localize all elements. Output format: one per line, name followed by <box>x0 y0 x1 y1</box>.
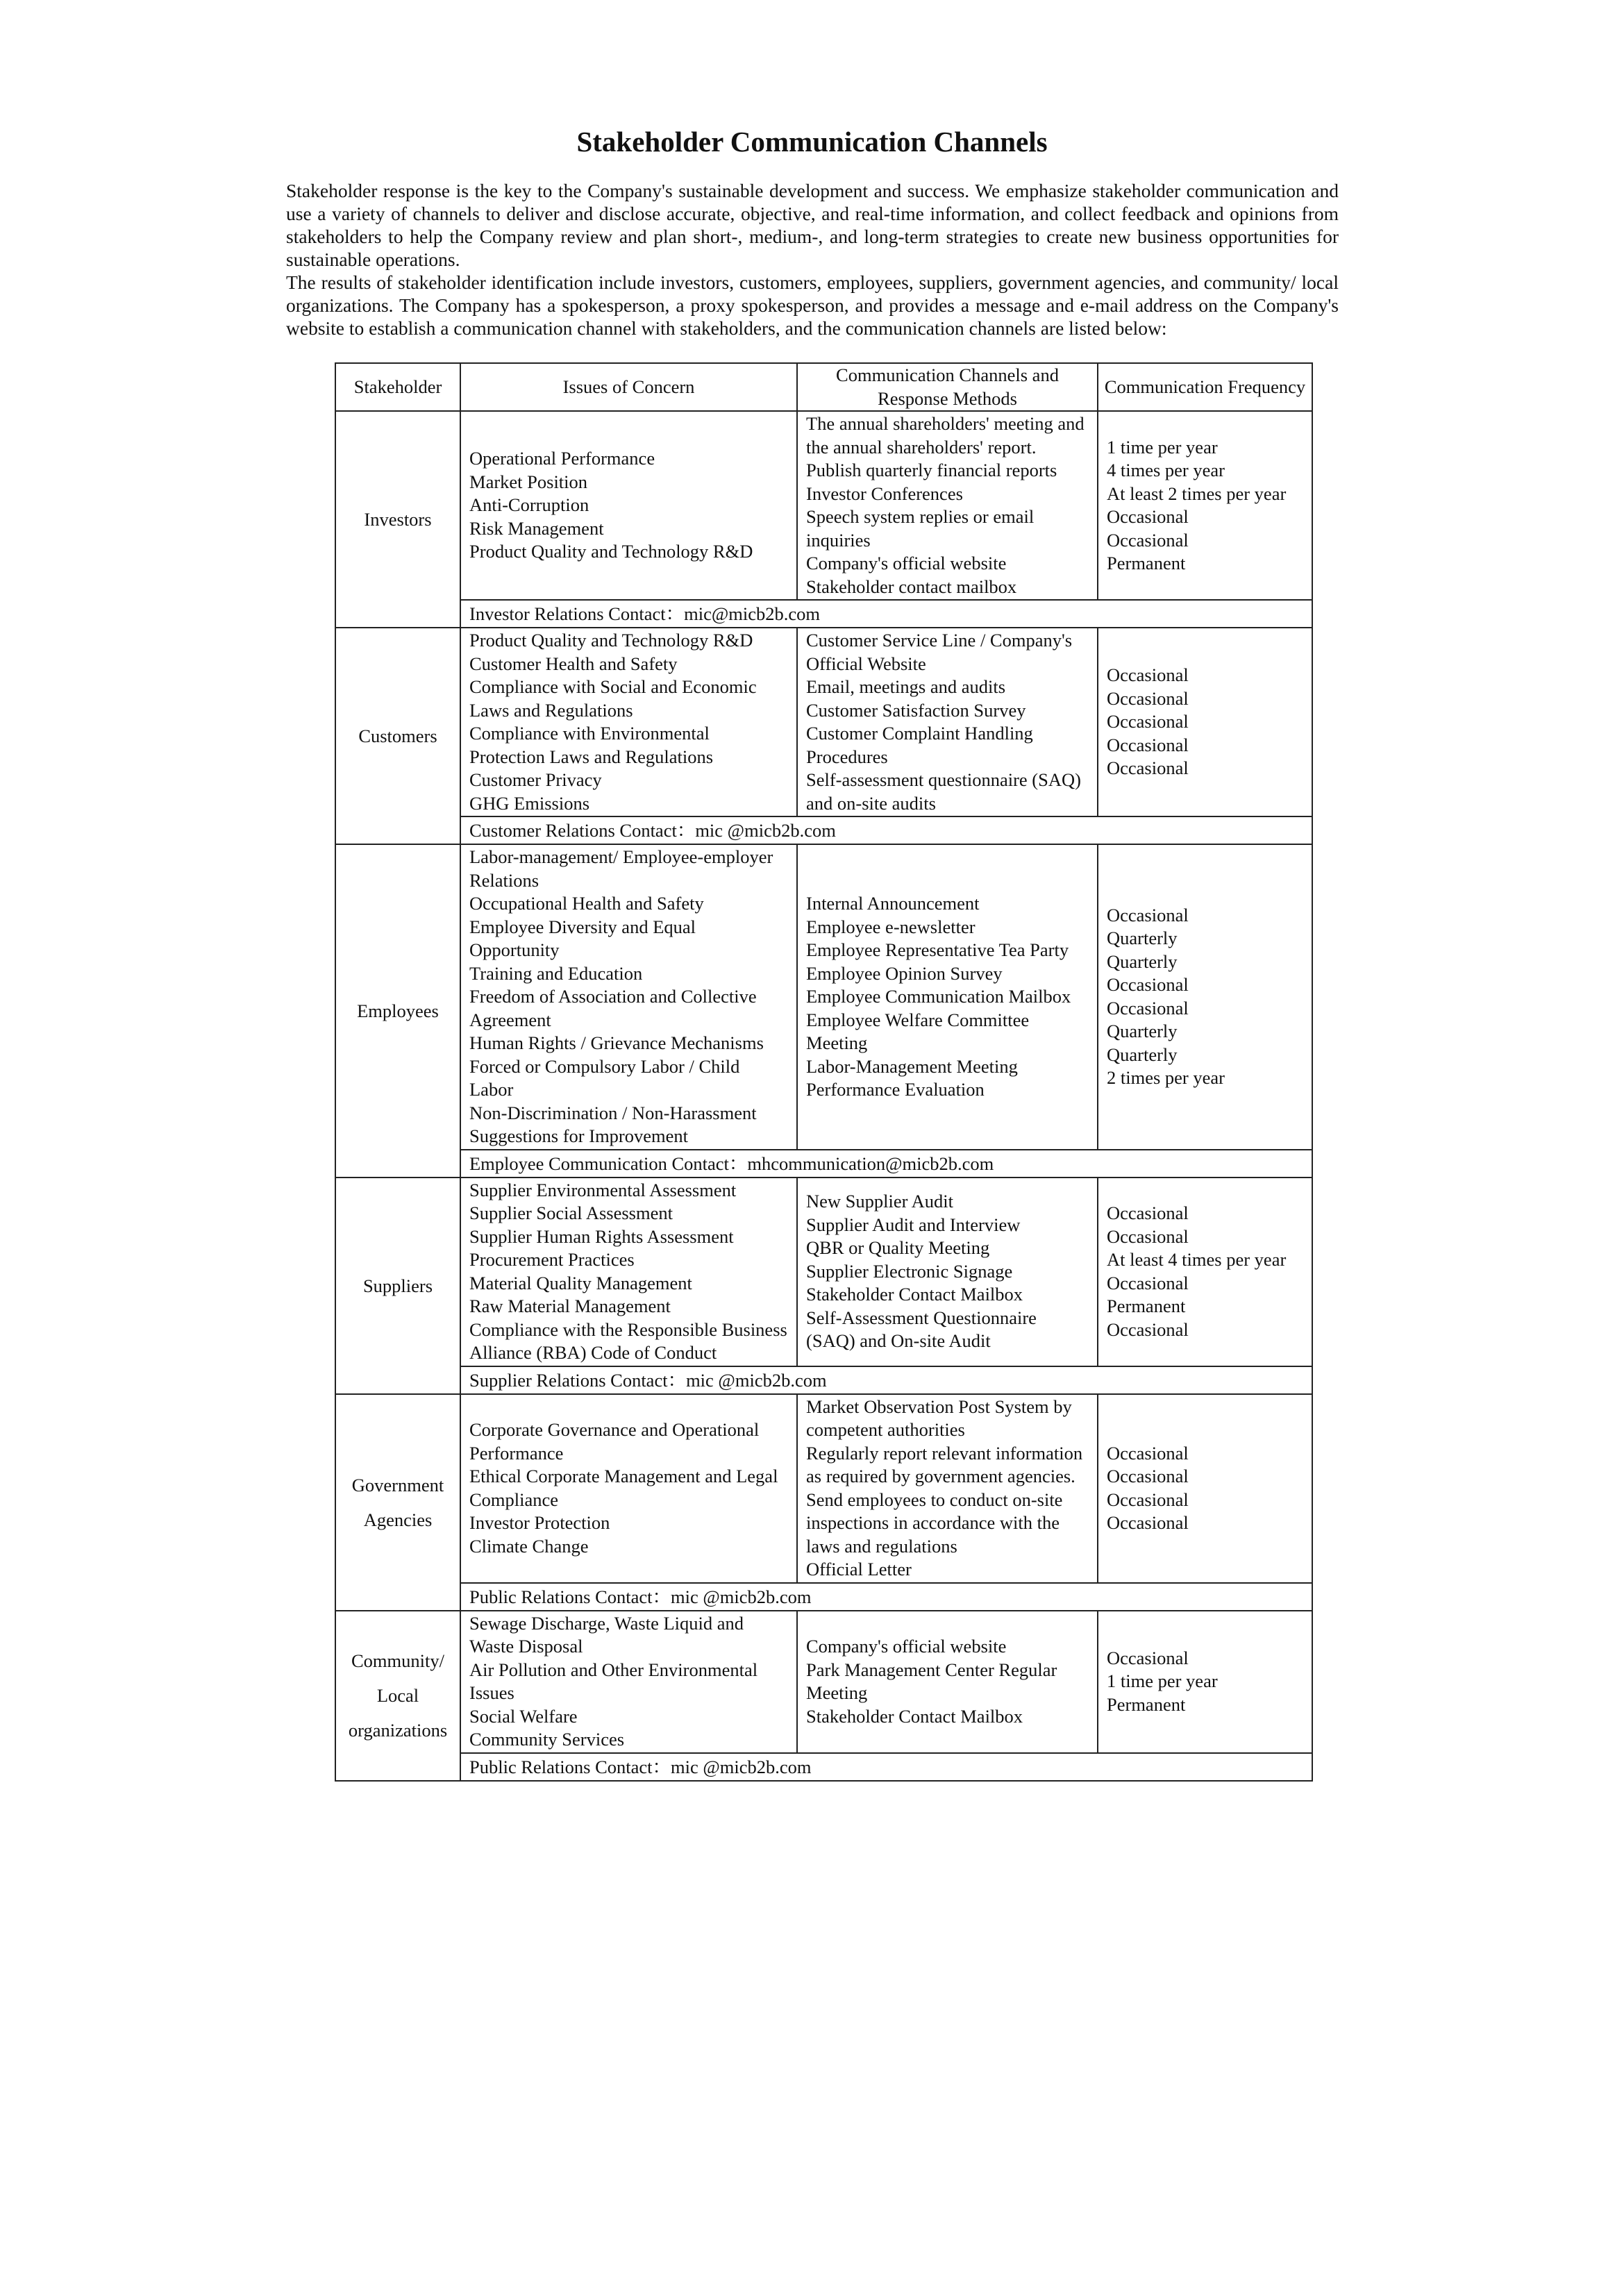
contact-cell: Public Relations Contact：mic @micb2b.com <box>460 1753 1312 1781</box>
issue-item: Training and Education <box>469 962 643 984</box>
issue-item: Occupational Health and Safety <box>469 893 704 914</box>
channel-item: Supplier Electronic Signage <box>806 1260 1013 1282</box>
frequency-item: Occasional <box>1107 734 1189 755</box>
frequency-item: Occasional <box>1107 687 1189 709</box>
channel-item: Employee Welfare Committee Meeting <box>806 1009 1030 1053</box>
channel-item: Customer Satisfaction Survey <box>806 699 1026 721</box>
channels-cell <box>797 1394 1098 1583</box>
page-title: Stakeholder Communication Channels <box>576 126 1048 158</box>
issue-item: Procurement Practices <box>469 1249 635 1270</box>
channel-item: Customer Complaint Handling Procedures <box>806 723 1033 767</box>
issue-item: Community Services <box>469 1729 625 1750</box>
issue-item: Operational Performance <box>469 448 655 469</box>
issue-item: Compliance with Social and Economic Laws and Regulations <box>469 676 757 721</box>
issue-item: Suggestions for Improvement <box>469 1125 689 1146</box>
issue-item: Anti-Corruption <box>469 494 589 516</box>
issue-item: Market Position <box>469 471 588 492</box>
issue-item: Customer Privacy <box>469 769 602 790</box>
issue-item: Compliance with the Responsible Business Alliance (RBA) Code of Conduct <box>469 1318 787 1363</box>
header-channels: Communication Channels and Response Methods <box>797 363 1098 411</box>
frequency-cell <box>1098 411 1312 600</box>
stakeholder-cell: Community/ Local organizations <box>335 1611 460 1781</box>
issue-item: GHG Emissions <box>469 792 590 814</box>
frequency-item: Occasional <box>1107 757 1189 779</box>
channels-cell <box>797 411 1098 600</box>
frequency-item: Occasional <box>1107 904 1189 925</box>
table-row <box>335 1394 1312 1583</box>
frequency-item: Occasional <box>1107 1203 1189 1223</box>
issue-item: Supplier Environmental Assessment <box>469 1179 737 1200</box>
channel-item: Company's official website <box>806 1636 1007 1657</box>
frequency-item: 2 times per year <box>1107 1067 1225 1089</box>
table-row <box>335 1611 1312 1753</box>
frequency-item: Quarterly <box>1107 1021 1178 1042</box>
channel-item: Publish quarterly financial reports <box>806 460 1057 480</box>
channel-item: Employee Opinion Survey <box>806 962 1003 984</box>
channel-item: Stakeholder contact mailbox <box>806 576 1017 597</box>
frequency-item: Occasional <box>1107 664 1189 686</box>
frequency-item: Occasional <box>1107 506 1189 527</box>
channel-item: Stakeholder Contact Mailbox <box>806 1284 1023 1305</box>
contact-cell: Employee Communication Contact：mhcommunication@micb2b.com <box>460 1150 1312 1178</box>
header-frequency: Communication Frequency <box>1098 363 1312 411</box>
channel-item: QBR or Quality Meeting <box>806 1237 990 1259</box>
table-row <box>335 844 1312 1150</box>
channel-item: Company's official website <box>806 553 1007 573</box>
contact-cell: Customer Relations Contact：mic @micb2b.com <box>460 816 1312 844</box>
intro-paragraph: The results of stakeholder identification include investors, customers, employees, suppliers, government agencies, and community/ local organizations. The Company has a spokesperson, a proxy spokesperson, and provides a message and e-mail address on the Company's website to establish a communication channel with stakeholders, and the communication channels are listed below: <box>286 271 1339 339</box>
issue-item: Human Rights / Grievance Mechanisms <box>469 1032 764 1053</box>
issue-item: Freedom of Association and Collective Agreement <box>469 986 757 1030</box>
issue-item: Product Quality and Technology R&D <box>469 630 753 651</box>
frequency-cell <box>1098 1611 1312 1753</box>
issue-item: Material Quality Management <box>469 1272 692 1293</box>
table-row <box>335 411 1312 600</box>
channel-item: Email, meetings and audits <box>806 676 1006 697</box>
issues-cell <box>460 1611 797 1753</box>
channel-item: Stakeholder Contact Mailbox <box>806 1705 1023 1727</box>
channels-cell <box>797 628 1098 816</box>
frequency-cell <box>1098 628 1312 816</box>
frequency-item: Quarterly <box>1107 1044 1178 1065</box>
issues-cell <box>460 1178 797 1366</box>
channel-item: Labor-Management Meeting <box>806 1055 1018 1077</box>
channel-item: Employee Communication Mailbox <box>806 986 1071 1007</box>
channels-cell <box>797 1611 1098 1753</box>
issue-item: Risk Management <box>469 517 604 539</box>
header-issues: Issues of Concern <box>460 363 797 411</box>
issue-item: Ethical Corporate Management and Legal Compliance <box>469 1466 778 1510</box>
contact-row <box>335 816 1312 844</box>
frequency-item: At least 4 times per year <box>1107 1249 1287 1270</box>
frequency-item: Occasional <box>1107 1489 1189 1510</box>
table-header-row <box>335 363 1312 411</box>
issues-cell <box>460 844 797 1150</box>
channel-item: Market Observation Post System by competent authorities <box>806 1396 1072 1440</box>
frequency-item: Occasional <box>1107 529 1189 551</box>
channel-item: Supplier Audit and Interview <box>806 1214 1021 1235</box>
table-row <box>335 1178 1312 1366</box>
frequency-item: Occasional <box>1107 711 1189 732</box>
contact-row <box>335 1753 1312 1781</box>
issues-cell <box>460 411 797 600</box>
frequency-cell <box>1098 1178 1312 1366</box>
issues-cell <box>460 1394 797 1583</box>
channel-item: Official Letter <box>806 1559 912 1579</box>
issue-item: Sewage Discharge, Waste Liquid and Waste Disposal <box>469 1612 744 1657</box>
channels-cell <box>797 844 1098 1150</box>
channel-item: Employee Representative Tea Party <box>806 939 1069 960</box>
issue-item: Supplier Human Rights Assessment <box>469 1225 734 1247</box>
contact-row <box>335 600 1312 628</box>
issues-cell <box>460 628 797 816</box>
contact-cell: Investor Relations Contact：mic@micb2b.com <box>460 600 1312 628</box>
frequency-item: At least 2 times per year <box>1107 483 1287 504</box>
frequency-item: Occasional <box>1107 974 1189 996</box>
contact-cell: Public Relations Contact：mic @micb2b.com <box>460 1583 1312 1611</box>
frequency-item: Occasional <box>1107 1272 1189 1293</box>
stakeholder-cell: Suppliers <box>335 1178 460 1394</box>
frequency-item: Quarterly <box>1107 950 1178 972</box>
intro-text <box>286 179 1339 340</box>
issue-item: Compliance with Environmental Protection Laws and Regulations <box>469 723 714 767</box>
issue-item: Non-Discrimination / Non-Harassment <box>469 1102 757 1123</box>
channel-item: New Supplier Audit <box>806 1191 953 1212</box>
channel-item: Self-assessment questionnaire (SAQ) and on-site audits <box>806 769 1081 814</box>
issue-item: Air Pollution and Other Environmental Issues <box>469 1659 758 1703</box>
contact-cell: Supplier Relations Contact：mic @micb2b.com <box>460 1366 1312 1394</box>
frequency-item: Occasional <box>1107 1512 1189 1533</box>
issue-item: Social Welfare <box>469 1705 578 1727</box>
stakeholder-cell: Customers <box>335 628 460 844</box>
frequency-item: Permanent <box>1107 1693 1186 1715</box>
frequency-item: 1 time per year <box>1107 1670 1218 1692</box>
stakeholder-cell: Government Agencies <box>335 1394 460 1611</box>
frequency-item: Occasional <box>1107 1318 1189 1340</box>
channel-item: Employee e-newsletter <box>806 916 976 937</box>
frequency-item: 4 times per year <box>1107 460 1225 480</box>
frequency-cell <box>1098 1394 1312 1583</box>
frequency-item: Occasional <box>1107 1225 1189 1247</box>
channel-item: Park Management Center Regular Meeting <box>806 1659 1057 1703</box>
issue-item: Investor Protection <box>469 1512 610 1533</box>
channel-item: Speech system replies or email inquiries <box>806 506 1035 551</box>
stakeholder-cell: Investors <box>335 411 460 628</box>
channels-cell <box>797 1178 1098 1366</box>
channel-item: Internal Announcement <box>806 893 980 914</box>
frequency-item: Occasional <box>1107 1647 1189 1668</box>
issue-item: Forced or Compulsory Labor / Child Labor <box>469 1055 740 1100</box>
header-stakeholder: Stakeholder <box>335 363 460 411</box>
intro-paragraph: Stakeholder response is the key to the Company's sustainable development and success. We emphasize stakeholder communication and use a variety of channels to deliver and disclose accurate, objective, and real-time information, and collect feedback and opinions from stakeholders to help the Company review and plan short-, medium-, and long-term strategies to create new business opportunities for sustainable operations. <box>286 180 1339 270</box>
channel-item: Self-Assessment Questionnaire (SAQ) and On-site Audit <box>806 1307 1037 1352</box>
issue-item: Corporate Governance and Operational Performance <box>469 1419 760 1464</box>
frequency-item: Occasional <box>1107 997 1189 1019</box>
contact-row <box>335 1366 1312 1394</box>
issue-item: Climate Change <box>469 1535 589 1557</box>
frequency-item: Occasional <box>1107 1442 1189 1464</box>
issue-item: Raw Material Management <box>469 1296 671 1316</box>
table-row <box>335 628 1312 816</box>
issue-item: Supplier Social Assessment <box>469 1203 673 1223</box>
issue-item: Labor-management/ Employee-employer Relations <box>469 846 773 891</box>
channel-item: Regularly report relevant information as required by government agencies. <box>806 1442 1083 1486</box>
frequency-item: Permanent <box>1107 1296 1186 1316</box>
channel-item: Performance Evaluation <box>806 1079 985 1100</box>
issue-item: Product Quality and Technology R&D <box>469 541 753 562</box>
channel-item: Customer Service Line / Company's Official Website <box>806 630 1073 674</box>
issue-item: Employee Diversity and Equal Opportunity <box>469 916 696 960</box>
contact-row <box>335 1150 1312 1178</box>
frequency-item: 1 time per year <box>1107 436 1218 458</box>
stakeholder-table <box>335 362 1313 1782</box>
frequency-cell <box>1098 844 1312 1150</box>
channel-item: Send employees to conduct on-site inspections in accordance with the laws and regulations <box>806 1489 1063 1557</box>
stakeholder-cell: Employees <box>335 844 460 1178</box>
channel-item: The annual shareholders' meeting and the annual shareholders' report. <box>806 413 1085 458</box>
frequency-item: Quarterly <box>1107 928 1178 949</box>
frequency-item: Permanent <box>1107 553 1186 573</box>
issue-item: Customer Health and Safety <box>469 653 678 674</box>
frequency-item: Occasional <box>1107 1466 1189 1486</box>
contact-row <box>335 1583 1312 1611</box>
channel-item: Investor Conferences <box>806 483 963 504</box>
